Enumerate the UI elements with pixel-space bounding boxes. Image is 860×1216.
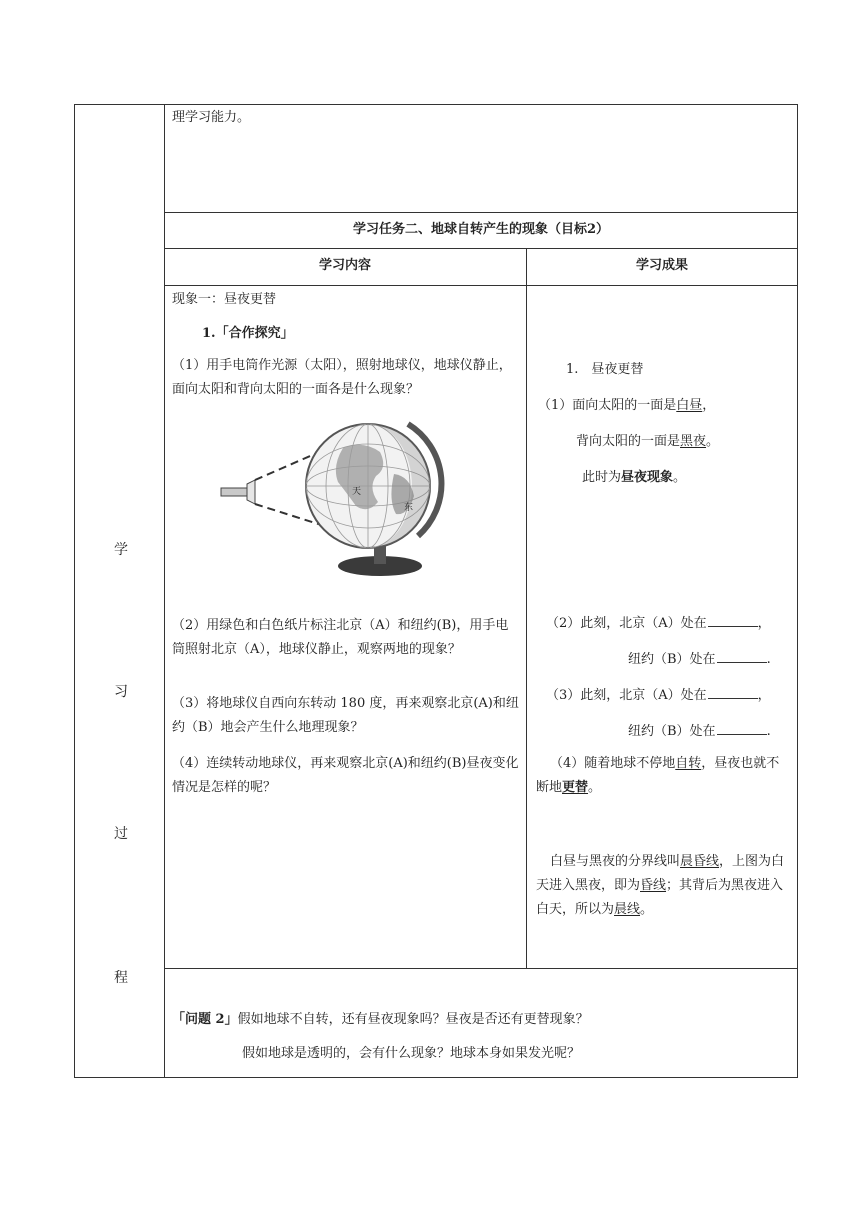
row-divider-1	[164, 212, 798, 213]
globe-label-1: 天	[352, 487, 362, 497]
answer-4-alternation: 更替	[562, 780, 589, 795]
table-left-border	[74, 104, 75, 1078]
answer-3-line-2	[628, 722, 771, 740]
answer-2-beijing-label: （2）此刻，北京（A）处在	[546, 616, 707, 631]
terminator-text-4: 。	[640, 902, 654, 917]
terminator-text-1: 白昼与黑夜的分界线叫	[550, 854, 681, 869]
row-divider-3	[164, 285, 798, 286]
answer-3-comma: ，	[757, 688, 771, 703]
result-line-2	[576, 434, 719, 450]
side-label-char-3: 过	[114, 826, 128, 842]
result-2-answer: 黑夜	[680, 434, 707, 449]
terminator-answer-1: 晨昏线	[680, 854, 720, 869]
answer-4-rotation: 自转	[675, 756, 702, 771]
answer-2-newyork-label: 纽约（B）处在	[628, 652, 716, 667]
terminator-text-2: ，上图为白天进入黑夜，即为	[536, 854, 785, 893]
answer-4	[536, 752, 790, 800]
result-1-answer: 白昼	[676, 398, 703, 413]
answer-4-prefix: （4）随着地球不停地	[550, 756, 676, 771]
question-3: （3）将地球仪自西向东转动 180 度，再来观察北京(A)和纽约（B）地会产生什么地理现象？	[172, 696, 519, 735]
answer-3-line-1	[546, 686, 771, 704]
answer-3-newyork-label: 纽约（B）处在	[628, 724, 716, 739]
task-title: 学习任务二、地球自转产生的现象（目标2）	[352, 222, 610, 237]
result-2-prefix: 背向太阳的一面是	[576, 434, 681, 449]
result-3-prefix: 此时为	[582, 470, 622, 485]
top-text: 理学习能力。	[172, 110, 251, 125]
result-line-3	[582, 470, 686, 486]
question-1: （1）用手电筒作光源（太阳），照射地球仪，地球仪静止，面向太阳和背向太阳的一面各是什么现象？	[172, 358, 512, 397]
answer-4-suffix: 。	[588, 780, 602, 795]
question-2-text: 假如地球不自转，还有昼夜现象吗？昼夜是否还有更替现象？	[237, 1012, 589, 1027]
side-label-char-2: 习	[114, 684, 128, 700]
answer-3-period: .	[766, 724, 771, 739]
result-line-1	[538, 398, 715, 414]
answer-4-mid: ，昼夜也就不断地	[536, 756, 780, 795]
phenomenon-label: 现象一：昼夜更替	[172, 292, 277, 307]
side-label-char-4: 程	[114, 970, 128, 986]
flashlight-head	[247, 480, 255, 504]
terminator-answer-2: 昏线	[640, 878, 667, 893]
explore-heading: 1.「合作探究」	[202, 326, 294, 341]
content-column-divider	[526, 248, 527, 969]
answer-3-beijing-label: （3）此刻，北京（A）处在	[546, 688, 707, 703]
result-3-suffix: 。	[673, 470, 687, 485]
question-4: （4）连续转动地球仪，再来观察北京(A)和纽约(B)昼夜变化情况是怎样的呢？	[172, 756, 519, 795]
table-right-border	[797, 104, 798, 1078]
result-2-suffix: 。	[706, 434, 720, 449]
question-2-line-2: 假如地球是透明的，会有什么现象？地球本身如果发光呢？	[242, 1046, 581, 1061]
globe-label-2: 东	[404, 503, 414, 513]
table-top-border	[74, 104, 798, 105]
row-divider-4	[164, 968, 798, 969]
answer-3-newyork-blank[interactable]	[717, 722, 767, 735]
question-2: （2）用绿色和白色纸片标注北京（A）和纽约(B)，用手电筒照射北京（A），地球仪静止，观察两地的现象？	[172, 618, 509, 657]
side-label-char-1: 学	[114, 542, 128, 558]
result-3-answer: 昼夜现象	[621, 470, 674, 485]
side-column-divider	[164, 104, 165, 1078]
question-2-label: 「问题 2」	[172, 1012, 238, 1027]
answer-2-line-2	[628, 650, 771, 668]
answer-2-line-1	[546, 614, 771, 632]
answer-3-beijing-blank[interactable]	[708, 686, 758, 699]
result-heading: 1. 昼夜更替	[566, 362, 644, 377]
result-1-suffix: ，	[702, 398, 716, 413]
table-bottom-border	[74, 1077, 798, 1078]
terminator-explanation	[536, 850, 790, 922]
flashlight-globe-illustration	[218, 416, 448, 584]
flashlight-body	[221, 488, 247, 496]
column-header-result: 学习成果	[635, 258, 688, 273]
column-header-content: 学习内容	[318, 258, 371, 273]
row-divider-2	[164, 248, 798, 249]
terminator-answer-3: 晨线	[614, 902, 641, 917]
answer-2-comma: ，	[757, 616, 771, 631]
terminator-text-3: ；其背后为黑夜进入白天，所以为	[536, 878, 784, 917]
answer-2-beijing-blank[interactable]	[708, 614, 758, 627]
result-1-prefix: （1）面向太阳的一面是	[538, 398, 677, 413]
question-2-line-1	[172, 1012, 589, 1028]
answer-2-period: .	[766, 652, 771, 667]
answer-2-newyork-blank[interactable]	[717, 650, 767, 663]
